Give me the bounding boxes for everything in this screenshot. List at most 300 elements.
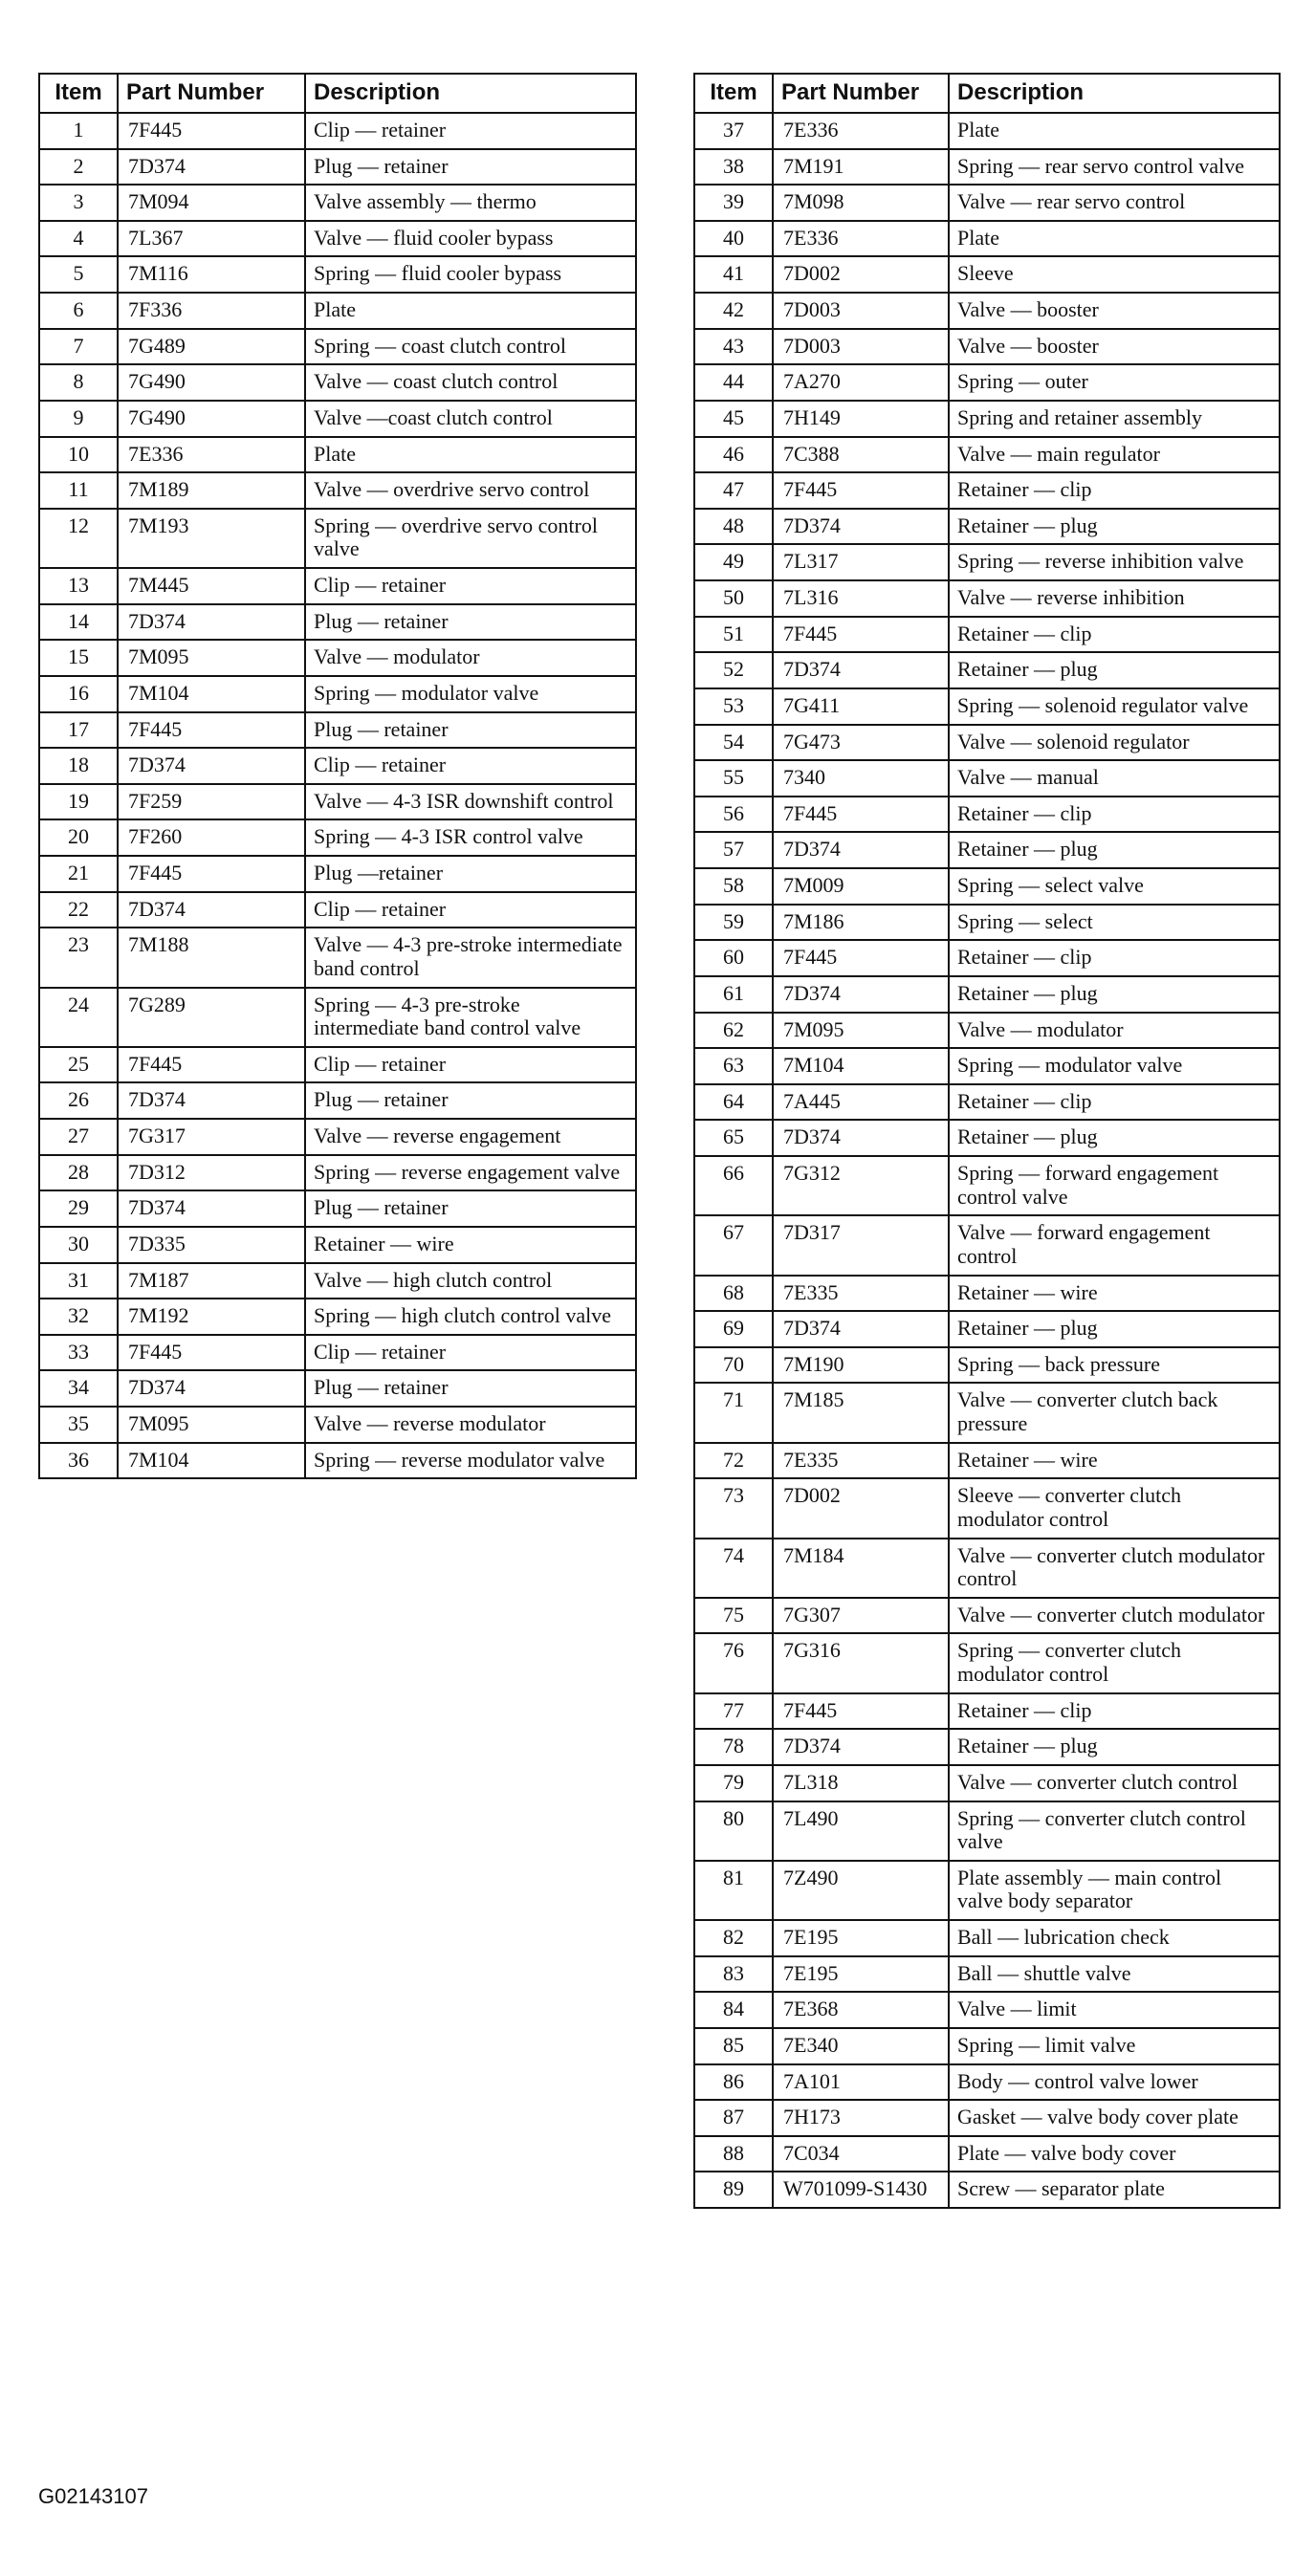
table-row [694,221,1280,257]
item-number-cell: 29 [39,1190,118,1227]
description-cell: Valve — reverse engagement [305,1119,636,1155]
figure-id: G02143107 [38,2484,148,2508]
part-number-cell: 7M095 [118,1407,305,1443]
description-cell: Clip — retainer [305,1335,636,1371]
table-row [694,1801,1280,1861]
part-number-cell: 7G307 [773,1598,949,1634]
item-number-cell: 31 [39,1263,118,1299]
item-number-cell: 48 [694,509,773,545]
description-cell: Valve — solenoid regulator [949,725,1280,761]
part-number-cell: 7G316 [773,1633,949,1692]
part-number-cell: 7D312 [118,1155,305,1191]
description-cell: Spring — modulator valve [949,1048,1280,1084]
table-row [694,2136,1280,2172]
description-cell: Retainer — plug [949,509,1280,545]
part-number-cell: 7D374 [118,748,305,784]
description-cell: Spring — converter clutch modulator control [949,1633,1280,1692]
table-row [694,1920,1280,1956]
part-number-cell: 7340 [773,760,949,797]
part-number-cell: 7M095 [118,640,305,676]
table-row [39,221,636,257]
part-number-cell: 7F445 [773,472,949,509]
description-cell: Valve — manual [949,760,1280,797]
part-number-cell: 7G490 [118,364,305,401]
description-cell: Valve — modulator [949,1013,1280,1049]
table-row [694,2028,1280,2064]
part-number-cell: 7F445 [118,1335,305,1371]
item-number-cell: 63 [694,1048,773,1084]
item-number-cell: 19 [39,784,118,820]
table-row [694,1013,1280,1049]
table-row [694,1598,1280,1634]
item-number-cell: 73 [694,1478,773,1538]
item-number-cell: 50 [694,580,773,617]
table-row [694,364,1280,401]
part-number-cell: 7D374 [773,1311,949,1347]
description-cell: Spring — reverse inhibition valve [949,544,1280,580]
description-cell: Plug — retainer [305,604,636,641]
part-number-cell: 7H149 [773,401,949,437]
item-number-cell: 23 [39,928,118,987]
part-number-cell: 7M009 [773,868,949,905]
description-cell: Spring — 4-3 ISR control valve [305,819,636,856]
description-cell: Spring — 4-3 pre-stroke intermediate band control valve [305,988,636,1047]
part-number-cell: 7M193 [118,509,305,568]
description-cell: Plate [949,113,1280,149]
part-number-cell: 7D374 [773,832,949,868]
part-number-cell: 7A101 [773,2064,949,2101]
table-row [39,256,636,293]
part-number-cell: 7M189 [118,472,305,509]
item-number-cell: 4 [39,221,118,257]
table-row [694,725,1280,761]
part-number-cell: 7M186 [773,905,949,941]
part-number-cell: 7E335 [773,1276,949,1312]
item-number-cell: 20 [39,819,118,856]
table-row [694,1383,1280,1442]
table-row [694,797,1280,833]
description-cell: Sleeve [949,256,1280,293]
table-row [694,1539,1280,1598]
item-number-cell: 27 [39,1119,118,1155]
item-number-cell: 24 [39,988,118,1047]
item-number-cell: 89 [694,2172,773,2208]
parts-table-right-body [694,113,1280,2208]
parts-table-left [38,73,637,1479]
table-row [39,472,636,509]
part-number-cell: 7M192 [118,1299,305,1335]
description-cell: Clip — retainer [305,748,636,784]
description-cell: Clip — retainer [305,113,636,149]
description-cell: Valve — forward engagement control [949,1215,1280,1275]
header-description: Description [305,74,636,113]
table-row [39,1263,636,1299]
table-row [39,784,636,820]
description-cell: Valve — modulator [305,640,636,676]
table-row [694,1215,1280,1275]
part-number-cell: 7F445 [773,940,949,976]
table-row [694,437,1280,473]
item-number-cell: 57 [694,832,773,868]
part-number-cell: 7L367 [118,221,305,257]
part-number-cell: 7F445 [118,856,305,892]
part-number-cell: 7D374 [773,509,949,545]
item-number-cell: 85 [694,2028,773,2064]
table-row [39,819,636,856]
item-number-cell: 88 [694,2136,773,2172]
item-number-cell: 61 [694,976,773,1013]
table-row [694,1992,1280,2028]
item-number-cell: 58 [694,868,773,905]
description-cell: Valve — converter clutch control [949,1765,1280,1801]
item-number-cell: 5 [39,256,118,293]
table-row [39,437,636,473]
description-cell: Retainer — clip [949,1084,1280,1121]
table-row [39,1370,636,1407]
table-row [694,185,1280,221]
item-number-cell: 43 [694,329,773,365]
description-cell: Plate — valve body cover [949,2136,1280,2172]
table-row [694,2100,1280,2136]
table-row [39,293,636,329]
item-number-cell: 26 [39,1082,118,1119]
part-number-cell: 7D374 [773,976,949,1013]
part-number-cell: 7F445 [773,1693,949,1730]
table-row [694,113,1280,149]
part-number-cell: 7A445 [773,1084,949,1121]
item-number-cell: 44 [694,364,773,401]
description-cell: Retainer — wire [949,1276,1280,1312]
part-number-cell: 7D003 [773,293,949,329]
table-row [694,1633,1280,1692]
table-row [694,1729,1280,1765]
item-number-cell: 64 [694,1084,773,1121]
part-number-cell: 7G317 [118,1119,305,1155]
item-number-cell: 79 [694,1765,773,1801]
description-cell: Retainer — clip [949,1693,1280,1730]
description-cell: Retainer — plug [949,1120,1280,1156]
part-number-cell: 7L490 [773,1801,949,1861]
table-row [694,544,1280,580]
part-number-cell: 7F260 [118,819,305,856]
table-row [39,1082,636,1119]
part-number-cell: 7L318 [773,1765,949,1801]
part-number-cell: 7D374 [118,149,305,186]
description-cell: Sleeve — converter clutch modulator control [949,1478,1280,1538]
description-cell: Spring — solenoid regulator valve [949,688,1280,725]
table-row [39,604,636,641]
item-number-cell: 52 [694,652,773,688]
table-row [39,1335,636,1371]
part-number-cell: 7G473 [773,725,949,761]
item-number-cell: 60 [694,940,773,976]
item-number-cell: 70 [694,1347,773,1384]
description-cell: Valve — overdrive servo control [305,472,636,509]
item-number-cell: 42 [694,293,773,329]
item-number-cell: 77 [694,1693,773,1730]
part-number-cell: 7D335 [118,1227,305,1263]
item-number-cell: 7 [39,329,118,365]
table-row [694,868,1280,905]
item-number-cell: 59 [694,905,773,941]
item-number-cell: 37 [694,113,773,149]
description-cell: Retainer — plug [949,1729,1280,1765]
item-number-cell: 72 [694,1443,773,1479]
description-cell: Plug — retainer [305,1370,636,1407]
item-number-cell: 75 [694,1598,773,1634]
table-row [694,1048,1280,1084]
part-number-cell: 7D374 [118,892,305,928]
description-cell: Valve — booster [949,293,1280,329]
table-row [39,364,636,401]
description-cell: Retainer — plug [949,832,1280,868]
table-row [694,1861,1280,1920]
part-number-cell: 7M098 [773,185,949,221]
table-row [39,568,636,604]
description-cell: Retainer — clip [949,617,1280,653]
table-row [39,185,636,221]
item-number-cell: 46 [694,437,773,473]
part-number-cell: 7M185 [773,1383,949,1442]
part-number-cell: 7M191 [773,149,949,186]
part-number-cell: 7F445 [773,617,949,653]
item-number-cell: 2 [39,149,118,186]
table-row [694,940,1280,976]
table-row [694,1693,1280,1730]
description-cell: Valve — 4-3 pre-stroke intermediate band control [305,928,636,987]
item-number-cell: 15 [39,640,118,676]
header-item: Item [39,74,118,113]
description-cell: Valve — converter clutch back pressure [949,1383,1280,1442]
description-cell: Valve — booster [949,329,1280,365]
description-cell: Spring — outer [949,364,1280,401]
description-cell: Clip — retainer [305,1047,636,1083]
part-number-cell: 7G411 [773,688,949,725]
table-row [39,1407,636,1443]
table-row [694,652,1280,688]
item-number-cell: 36 [39,1443,118,1479]
header-part-number: Part Number [773,74,949,113]
description-cell: Plug —retainer [305,856,636,892]
item-number-cell: 14 [39,604,118,641]
table-row [39,1047,636,1083]
item-number-cell: 39 [694,185,773,221]
table-row [694,401,1280,437]
table-row [39,509,636,568]
table-row [694,1765,1280,1801]
item-number-cell: 83 [694,1956,773,1993]
item-number-cell: 69 [694,1311,773,1347]
table-header-row [39,74,636,113]
header-item: Item [694,74,773,113]
item-number-cell: 40 [694,221,773,257]
item-number-cell: 67 [694,1215,773,1275]
table-row [694,293,1280,329]
item-number-cell: 68 [694,1276,773,1312]
table-row [39,1190,636,1227]
item-number-cell: 86 [694,2064,773,2101]
description-cell: Valve — limit [949,1992,1280,2028]
description-cell: Spring — reverse modulator valve [305,1443,636,1479]
table-row [39,1119,636,1155]
item-number-cell: 56 [694,797,773,833]
part-number-cell: 7A270 [773,364,949,401]
part-number-cell: 7D002 [773,256,949,293]
part-number-cell: 7D374 [118,1190,305,1227]
item-number-cell: 17 [39,712,118,749]
table-row [39,1155,636,1191]
part-number-cell: 7E368 [773,1992,949,2028]
table-row [694,329,1280,365]
table-row [694,509,1280,545]
item-number-cell: 47 [694,472,773,509]
parts-table-left-body [39,113,636,1478]
table-row [694,580,1280,617]
part-number-cell: 7M095 [773,1013,949,1049]
part-number-cell: 7E195 [773,1956,949,1993]
item-number-cell: 62 [694,1013,773,1049]
table-row [39,401,636,437]
description-cell: Spring — rear servo control valve [949,149,1280,186]
part-number-cell: 7F445 [118,1047,305,1083]
part-number-cell: 7F445 [118,712,305,749]
description-cell: Screw — separator plate [949,2172,1280,2208]
description-cell: Retainer — plug [949,976,1280,1013]
table-row [694,760,1280,797]
item-number-cell: 54 [694,725,773,761]
item-number-cell: 80 [694,1801,773,1861]
part-number-cell: 7L316 [773,580,949,617]
item-number-cell: 13 [39,568,118,604]
description-cell: Spring — converter clutch control valve [949,1801,1280,1861]
part-number-cell: 7D374 [118,604,305,641]
item-number-cell: 53 [694,688,773,725]
description-cell: Plug — retainer [305,1082,636,1119]
description-cell: Plate [305,437,636,473]
item-number-cell: 21 [39,856,118,892]
item-number-cell: 33 [39,1335,118,1371]
item-number-cell: 55 [694,760,773,797]
table-row [39,1299,636,1335]
item-number-cell: 30 [39,1227,118,1263]
table-row [39,892,636,928]
table-row [694,1276,1280,1312]
description-cell: Spring — overdrive servo control valve [305,509,636,568]
description-cell: Gasket — valve body cover plate [949,2100,1280,2136]
part-number-cell: 7G490 [118,401,305,437]
item-number-cell: 38 [694,149,773,186]
item-number-cell: 11 [39,472,118,509]
description-cell: Retainer — plug [949,1311,1280,1347]
description-cell: Valve — converter clutch modulator [949,1598,1280,1634]
item-number-cell: 1 [39,113,118,149]
table-row [39,988,636,1047]
table-row [694,1156,1280,1215]
description-cell: Valve — fluid cooler bypass [305,221,636,257]
description-cell: Spring and retainer assembly [949,401,1280,437]
table-row [694,472,1280,509]
description-cell: Spring — select [949,905,1280,941]
table-row [694,617,1280,653]
description-cell: Valve — main regulator [949,437,1280,473]
item-number-cell: 45 [694,401,773,437]
part-number-cell: 7M104 [118,676,305,712]
table-row [39,1443,636,1479]
item-number-cell: 8 [39,364,118,401]
table-row [39,1227,636,1263]
description-cell: Body — control valve lower [949,2064,1280,2101]
item-number-cell: 35 [39,1407,118,1443]
part-number-cell: 7M094 [118,185,305,221]
description-cell: Retainer — plug [949,652,1280,688]
description-cell: Spring — high clutch control valve [305,1299,636,1335]
part-number-cell: 7F259 [118,784,305,820]
description-cell: Retainer — clip [949,472,1280,509]
item-number-cell: 51 [694,617,773,653]
description-cell: Spring — back pressure [949,1347,1280,1384]
item-number-cell: 84 [694,1992,773,2028]
part-number-cell: 7E195 [773,1920,949,1956]
part-number-cell: 7C388 [773,437,949,473]
description-cell: Plate [305,293,636,329]
table-row [39,856,636,892]
description-cell: Valve — reverse modulator [305,1407,636,1443]
item-number-cell: 18 [39,748,118,784]
description-cell: Valve —coast clutch control [305,401,636,437]
item-number-cell: 76 [694,1633,773,1692]
description-cell: Spring — coast clutch control [305,329,636,365]
description-cell: Valve — high clutch control [305,1263,636,1299]
part-number-cell: 7M184 [773,1539,949,1598]
part-number-cell: 7M445 [118,568,305,604]
table-row [694,1347,1280,1384]
description-cell: Plate assembly — main control valve body separator [949,1861,1280,1920]
item-number-cell: 12 [39,509,118,568]
part-number-cell: 7G289 [118,988,305,1047]
table-row [694,905,1280,941]
description-cell: Spring — limit valve [949,2028,1280,2064]
item-number-cell: 87 [694,2100,773,2136]
part-number-cell: 7F445 [118,113,305,149]
part-number-cell: 7Z490 [773,1861,949,1920]
table-row [39,329,636,365]
description-cell: Valve — coast clutch control [305,364,636,401]
part-number-cell: 7G312 [773,1156,949,1215]
item-number-cell: 71 [694,1383,773,1442]
item-number-cell: 41 [694,256,773,293]
part-number-cell: 7D003 [773,329,949,365]
description-cell: Spring — forward engagement control valve [949,1156,1280,1215]
part-number-cell: 7D374 [118,1370,305,1407]
part-number-cell: 7M104 [773,1048,949,1084]
table-row [694,1443,1280,1479]
table-row [694,2064,1280,2101]
description-cell: Spring — modulator valve [305,676,636,712]
table-row [39,748,636,784]
table-row [694,2172,1280,2208]
item-number-cell: 74 [694,1539,773,1598]
table-row [694,256,1280,293]
table-row [39,149,636,186]
part-number-cell: 7E336 [118,437,305,473]
description-cell: Retainer — clip [949,797,1280,833]
item-number-cell: 22 [39,892,118,928]
item-number-cell: 82 [694,1920,773,1956]
description-cell: Valve — converter clutch modulator control [949,1539,1280,1598]
description-cell: Clip — retainer [305,568,636,604]
description-cell: Plug — retainer [305,149,636,186]
table-row [694,1120,1280,1156]
